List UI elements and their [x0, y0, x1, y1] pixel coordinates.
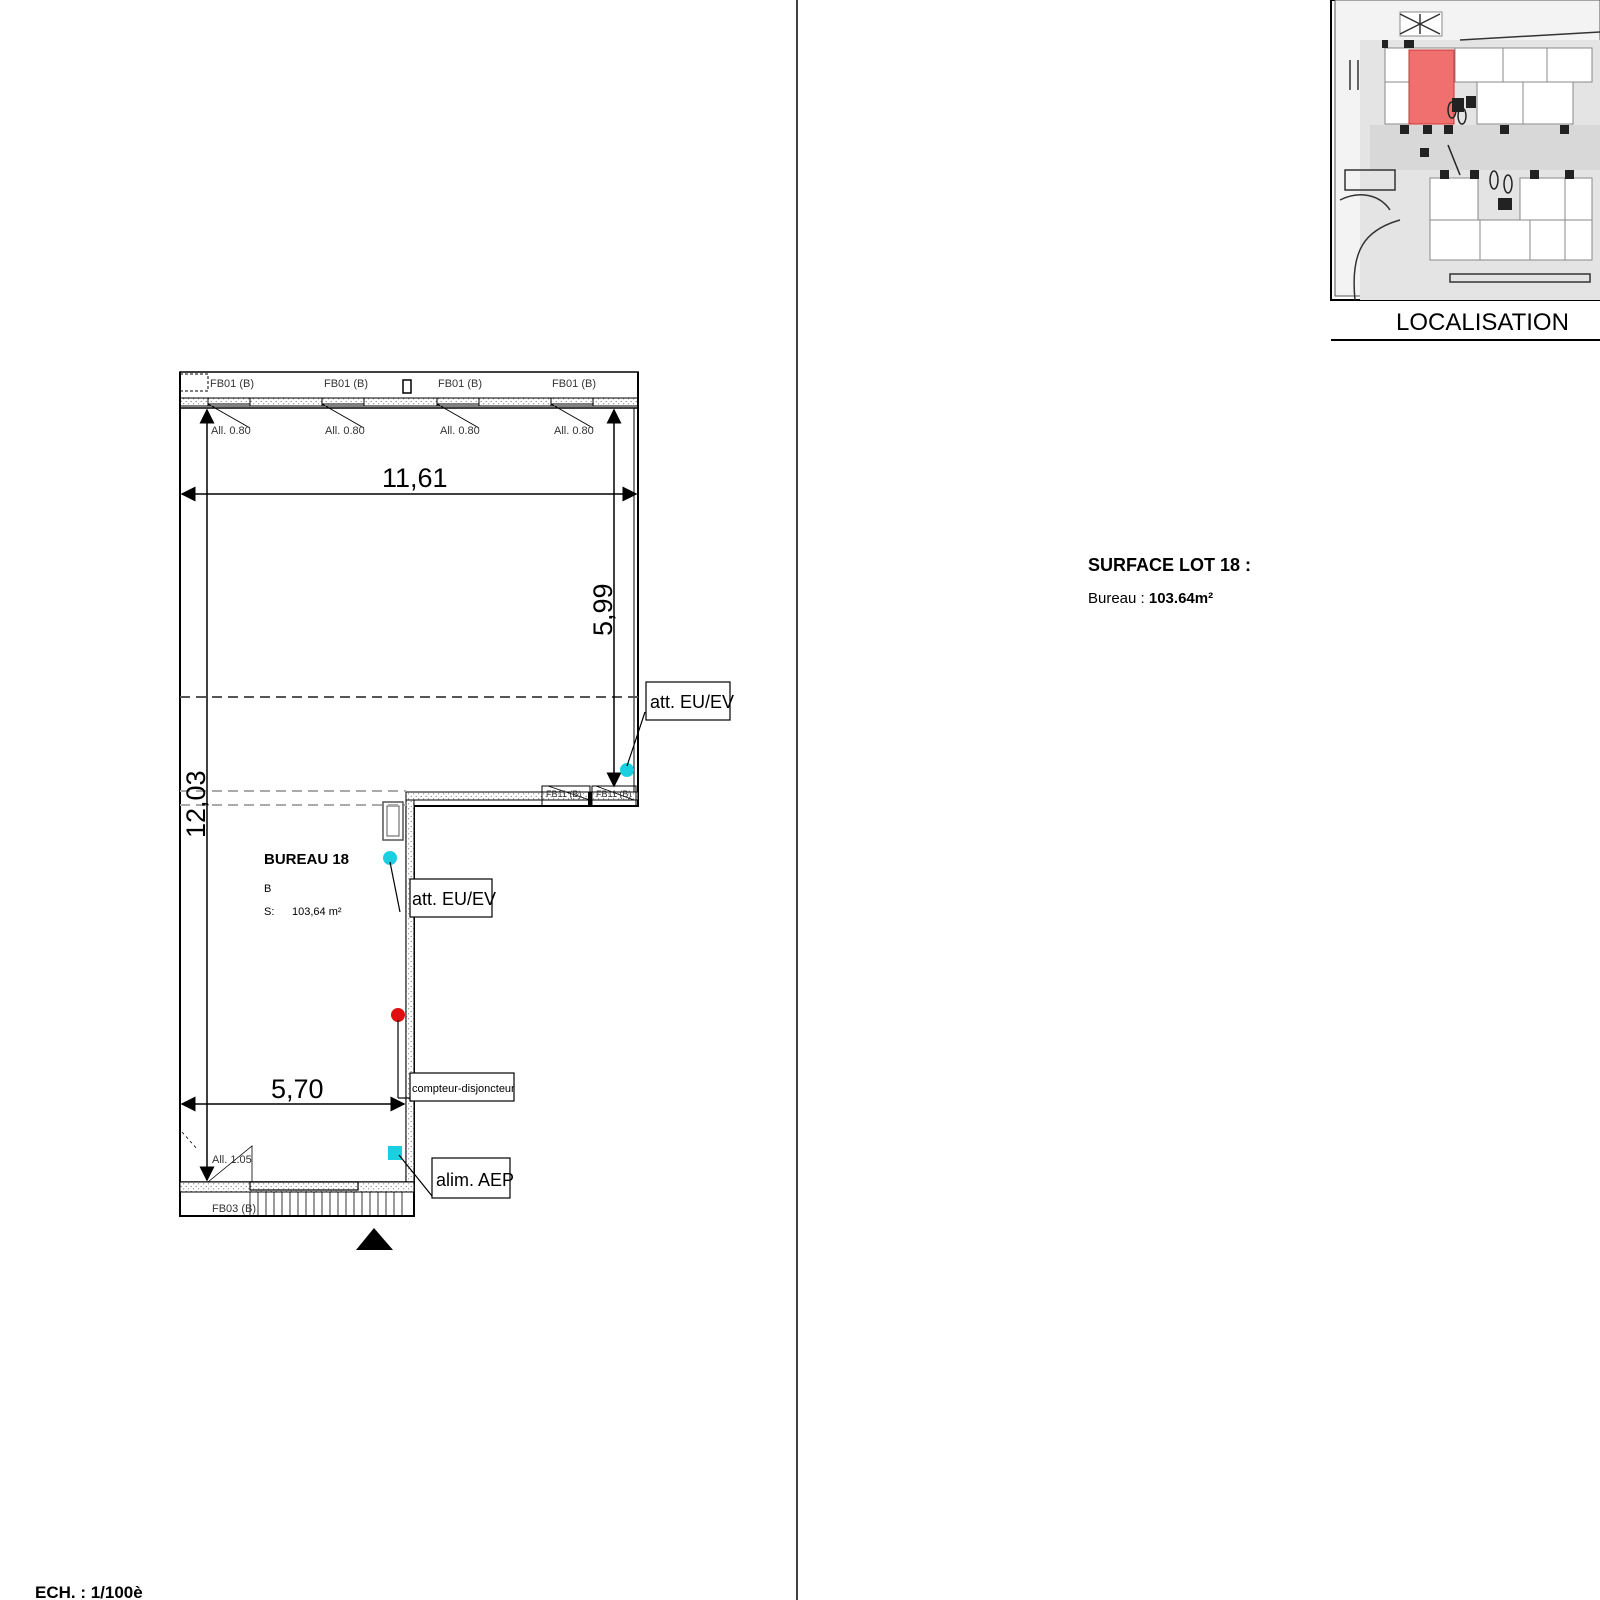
highlighted-lot — [1409, 50, 1454, 124]
scale-label: ECH. : 1/100è — [35, 1583, 143, 1600]
window-bottom-height: All. 1.05 — [212, 1154, 252, 1166]
surface-title: SURFACE LOT 18 : — [1088, 555, 1252, 575]
dim-width-bottom: 5,70 — [271, 1074, 324, 1104]
location-map — [1331, 0, 1600, 340]
surface-info — [1088, 555, 1251, 607]
room-area-label: S: — [264, 906, 275, 918]
window-label-1: FB01 (B) — [210, 378, 255, 390]
dim-height-right: 5,99 — [588, 583, 618, 636]
surface-label: Bureau : — [1088, 590, 1149, 607]
window-height-4: All. 0.80 — [554, 425, 594, 437]
electric-meter-point — [391, 1008, 405, 1022]
water-supply-point — [388, 1146, 402, 1160]
window-height-3: All. 0.80 — [440, 425, 480, 437]
window-height-1: All. 0.80 — [211, 425, 251, 437]
svg-text:Bureau : 103.64m² — [1088, 590, 1213, 607]
window-label-3: FB01 (B) — [438, 378, 483, 390]
surface-value: 103.64m² — [1148, 590, 1214, 607]
window-label-4: FB01 (B) — [552, 378, 597, 390]
room-type: B — [264, 883, 272, 895]
label-att-eu-ev-2: att. EU/EV — [412, 889, 497, 909]
room-area-value: 103,64 m² — [292, 906, 342, 918]
dim-width-top: 11,61 — [382, 463, 448, 493]
window-mid-label-1: FB11 (B) — [546, 789, 582, 799]
duct-box — [383, 802, 403, 840]
label-alim-aep: alim. AEP — [436, 1170, 515, 1190]
room-name: BUREAU 18 — [264, 851, 350, 868]
floor-plan — [35, 372, 734, 1600]
label-compteur: compteur-disjoncteur — [412, 1083, 515, 1095]
window-mid-label-2: FB11 (B) — [596, 789, 632, 799]
window-label-2: FB01 (B) — [324, 378, 369, 390]
window-bottom-label: FB03 (B) — [212, 1203, 257, 1215]
window-height-2: All. 0.80 — [325, 425, 365, 437]
entrance-marker — [356, 1228, 393, 1250]
label-att-eu-ev-1: att. EU/EV — [650, 692, 735, 712]
location-title: LOCALISATION — [1396, 309, 1569, 336]
dim-height-left: 12,03 — [181, 770, 211, 838]
